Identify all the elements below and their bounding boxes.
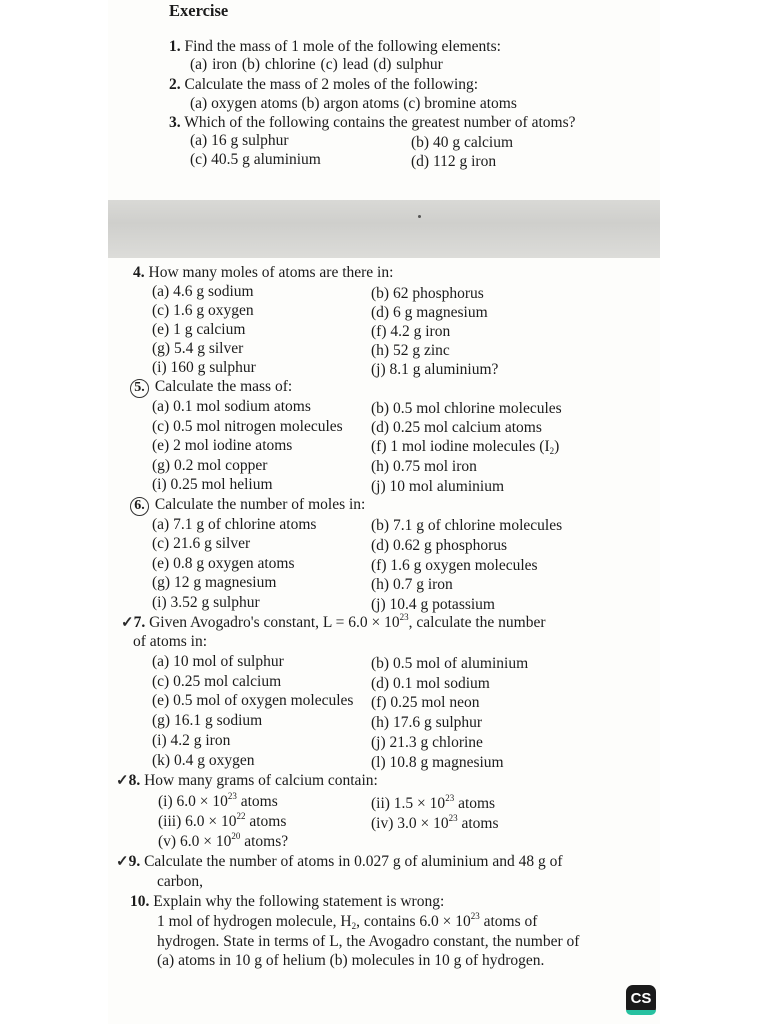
question-number: 10. (130, 893, 150, 910)
option: (ii) $1.5 \times 10^{23}$ atoms (371, 793, 496, 812)
option: (h) 17.6 g sulphur (371, 714, 483, 731)
option: (e) 1 g calcium (152, 321, 246, 338)
option: (h) 52 g zinc (371, 342, 450, 359)
option: (d) 112 g iron (411, 153, 497, 170)
question-1-options: (a) iron (b) chlorine (c) lead (d) sulphur (190, 56, 443, 73)
option: (c) 40.5 g aluminium (190, 151, 321, 168)
option: (d) 0.62 g phosphorus (371, 537, 508, 554)
camscanner-badge-icon: CS (626, 985, 656, 1015)
option: (a) 4.6 g sodium (152, 283, 254, 300)
question-number: 2. (169, 76, 181, 93)
question-8 (116, 772, 378, 790)
option: (g) 5.4 g silver (152, 340, 244, 357)
question-1 (169, 38, 501, 56)
question-7 (121, 614, 546, 632)
option: (k) 0.4 g oxygen (152, 752, 255, 769)
option: (b) 0.5 mol of aluminium (371, 655, 529, 672)
option: (l) 10.8 g magnesium (371, 754, 504, 771)
option: (a) 7.1 g of chlorine atoms (152, 516, 317, 533)
option: (j) 10.4 g potassium (371, 596, 495, 613)
option: (e) 0.5 mol of oxygen molecules (152, 692, 354, 709)
option: (j) 10 mol aluminium (371, 478, 505, 495)
question-10 (130, 893, 444, 911)
question-number: 7. (133, 614, 146, 631)
question-text: Calculate the number of atoms in 0.027 g of aluminium and 48 g of (144, 853, 563, 870)
question-text: Calculate the mass of 2 moles of the following: (184, 76, 479, 93)
option: (h) 0.7 g iron (371, 576, 453, 593)
tick-mark-icon: ✓ (116, 773, 129, 789)
question-4 (133, 264, 393, 282)
option: (a) 0.1 mol sodium atoms (152, 398, 311, 415)
option: (d) 6 g magnesium (371, 304, 488, 321)
question-text: Find the mass of 1 mole of the following elements: (184, 38, 501, 55)
option: (d) 0.1 mol sodium (371, 675, 490, 692)
exercise-title: Exercise (169, 1, 229, 20)
option: (c) 21.6 g silver (152, 535, 251, 552)
question-number: 8. (128, 772, 141, 789)
tick-mark-icon: ✓ (116, 854, 129, 870)
option: (b) 62 phosphorus (371, 285, 484, 302)
option: (i) $6.0 \times 10^{23}$ atoms (158, 791, 278, 810)
option: (j) 8.1 g aluminium? (371, 361, 499, 378)
question-text: Given Avogadro's constant, $L = 6.0 \times 10^{23}$, calculate the number (149, 612, 546, 631)
option: (g) 12 g magnesium (152, 574, 277, 591)
option: (i) 160 g sulphur (152, 359, 256, 376)
option: (iv) $3.0 \times 10^{23}$ atoms (371, 813, 499, 832)
option: (a) 10 mol of sulphur (152, 653, 284, 670)
option: (c) 1.6 g oxygen (152, 302, 254, 319)
option: (i) 4.2 g iron (152, 732, 231, 749)
option: (i) 0.25 mol helium (152, 476, 273, 493)
option: (e) 0.8 g oxygen atoms (152, 555, 295, 572)
question-text: Calculate the number of moles in: (154, 496, 366, 513)
circled-question-number: 5. (130, 379, 149, 398)
page-divider (108, 200, 660, 258)
option: (h) 0.75 mol iron (371, 458, 477, 475)
question-3 (169, 114, 576, 132)
question-9 (116, 853, 563, 871)
option: (j) 21.3 g chlorine (371, 734, 483, 751)
option: (d) 0.25 mol calcium atoms (371, 419, 542, 436)
option: (b) 0.5 mol chlorine molecules (371, 400, 562, 417)
option: (f) 1 mol iodine molecules $(I_2)$ (371, 438, 560, 456)
question-6 (130, 496, 365, 516)
tick-mark-icon: ✓ (121, 615, 134, 631)
question-text: of atoms in: (133, 633, 208, 650)
question-text: carbon, (157, 873, 204, 890)
question-number: 3. (169, 114, 181, 131)
option: (c) 0.25 mol calcium (152, 673, 282, 690)
scan-speck (418, 215, 421, 218)
question-text: Which of the following contains the greatest number of atoms? (184, 114, 576, 131)
option: (c) 0.5 mol nitrogen molecules (152, 418, 343, 435)
question-number: 4. (133, 264, 145, 281)
option: (e) 2 mol iodine atoms (152, 437, 293, 454)
option: (g) 16.1 g sodium (152, 712, 263, 729)
option: (f) 4.2 g iron (371, 323, 451, 340)
question-text: How many moles of atoms are there in: (148, 264, 394, 281)
option: (f) 0.25 mol neon (371, 694, 480, 711)
circled-question-number: 6. (130, 497, 149, 516)
question-number: 1. (169, 38, 181, 55)
question-2 (169, 76, 478, 94)
option: (a) 16 g sulphur (190, 132, 289, 149)
question-2-options: (a) oxygen atoms (b) argon atoms (c) bromine atoms (190, 95, 517, 112)
question-text: How many grams of calcium contain: (144, 772, 378, 789)
option: (g) 0.2 mol copper (152, 457, 268, 474)
option: (i) 3.52 g sulphur (152, 594, 260, 611)
question-5 (130, 378, 292, 398)
option: (v) $6.0 \times 10^{20}$ atoms? (158, 831, 289, 850)
option: (b) 7.1 g of chlorine molecules (371, 517, 563, 534)
statement-line: hydrogen. State in terms of L, the Avogadro constant, the number of (157, 933, 580, 950)
question-text: Calculate the mass of: (154, 378, 293, 395)
statement-line: 1 mol of hydrogen molecule, $H_2$, contains $6.0 \times 10^{23}$ atoms of (157, 911, 538, 931)
question-text: Explain why the following statement is wrong: (153, 893, 445, 910)
option: (f) 1.6 g oxygen molecules (371, 557, 538, 574)
statement-line: (a) atoms in 10 g of helium (b) molecules in 10 g of hydrogen. (157, 952, 545, 969)
question-number: 9. (128, 853, 141, 870)
option: (b) 40 g calcium (411, 134, 514, 151)
option: (iii) $6.0 \times 10^{22}$ atoms (158, 811, 287, 830)
